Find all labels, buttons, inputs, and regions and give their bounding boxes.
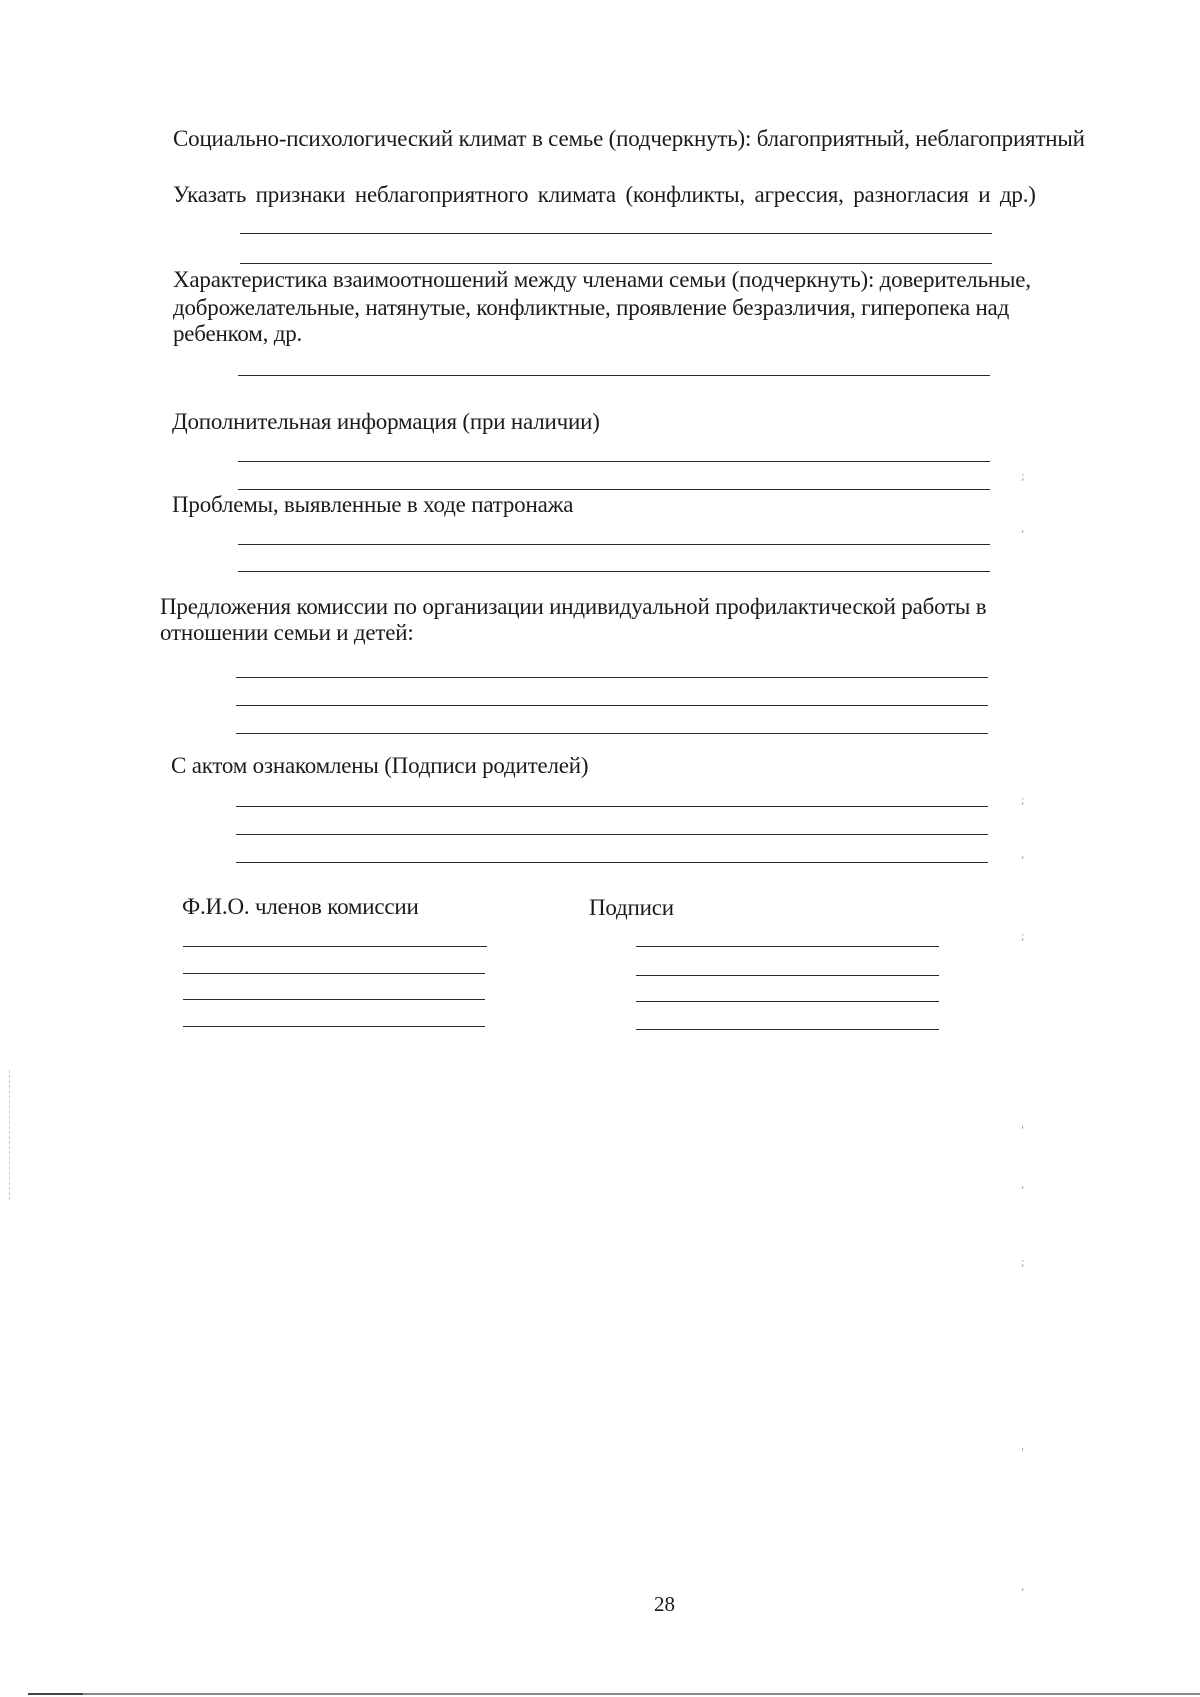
problems-label: Проблемы, выявленные в ходе патронажа — [172, 492, 574, 517]
scan-bottom-border — [28, 1693, 1200, 1695]
scan-mark: ; — [1021, 930, 1025, 943]
scan-edge — [9, 1070, 10, 1200]
commission-member-line-3[interactable] — [183, 999, 485, 1000]
relations-line-1[interactable] — [238, 375, 990, 376]
signature-line-2[interactable] — [636, 975, 939, 976]
climate-signs-line-2[interactable] — [240, 263, 992, 264]
additional-info-line-1[interactable] — [238, 461, 990, 462]
scan-mark: ' — [1021, 1446, 1025, 1459]
acknowledged-line-3[interactable] — [236, 862, 988, 863]
signature-line-1[interactable] — [636, 946, 939, 947]
proposals-line-3[interactable] — [236, 733, 988, 734]
scan-mark: ; — [1021, 1256, 1025, 1269]
acknowledged-label: С актом ознакомлены (Подписи родителей) — [171, 753, 589, 778]
problems-line-2[interactable] — [238, 571, 990, 572]
climate-signs-label: Указать признаки неблагоприятного климата (конфликты, агрессия, разногласия и др.) — [173, 182, 1036, 207]
proposals-line-1[interactable] — [236, 677, 988, 678]
scan-mark: ; — [1021, 794, 1025, 807]
additional-info-label: Дополнительная информация (при наличии) — [172, 409, 600, 434]
commission-members-label: Ф.И.О. членов комиссии — [182, 894, 419, 919]
proposals-line-2[interactable] — [236, 705, 988, 706]
commission-member-line-2[interactable] — [183, 973, 485, 974]
commission-member-line-1[interactable] — [183, 946, 487, 947]
relations-label-line-1: Характеристика взаимоотношений между членами семьи (подчеркнуть): доверительные, — [173, 267, 1031, 292]
page-number: 28 — [654, 1592, 675, 1616]
commission-member-line-4[interactable] — [183, 1026, 485, 1027]
acknowledged-line-1[interactable] — [236, 806, 988, 807]
scan-mark: , — [1021, 1580, 1025, 1593]
scan-mark: , — [1021, 848, 1025, 861]
climate-signs-line-1[interactable] — [240, 233, 992, 234]
proposals-label-line-1: Предложения комиссии по организации индивидуальной профилактической работы в — [160, 594, 987, 619]
scan-mark: , — [1021, 1178, 1025, 1191]
scan-bottom-border-dark — [28, 1693, 83, 1695]
problems-line-1[interactable] — [238, 544, 990, 545]
acknowledged-line-2[interactable] — [236, 834, 988, 835]
signatures-label: Подписи — [589, 895, 674, 920]
relations-label-line-2: доброжелательные, натянутые, конфликтные, проявление безразличия, гиперопека над — [173, 295, 1010, 320]
scan-mark: ' — [1021, 1124, 1025, 1137]
signature-line-4[interactable] — [636, 1029, 939, 1030]
relations-label-line-3: ребенком, др. — [173, 321, 303, 346]
additional-info-line-2[interactable] — [238, 489, 990, 490]
climate-label: Социально-психологический климат в семье (подчеркнуть): благоприятный, неблагоприятный — [173, 126, 1085, 151]
scan-mark: ; — [1021, 470, 1025, 483]
proposals-label-line-2: отношении семьи и детей: — [160, 620, 414, 645]
scan-mark: , — [1021, 522, 1025, 535]
signature-line-3[interactable] — [636, 1001, 939, 1002]
